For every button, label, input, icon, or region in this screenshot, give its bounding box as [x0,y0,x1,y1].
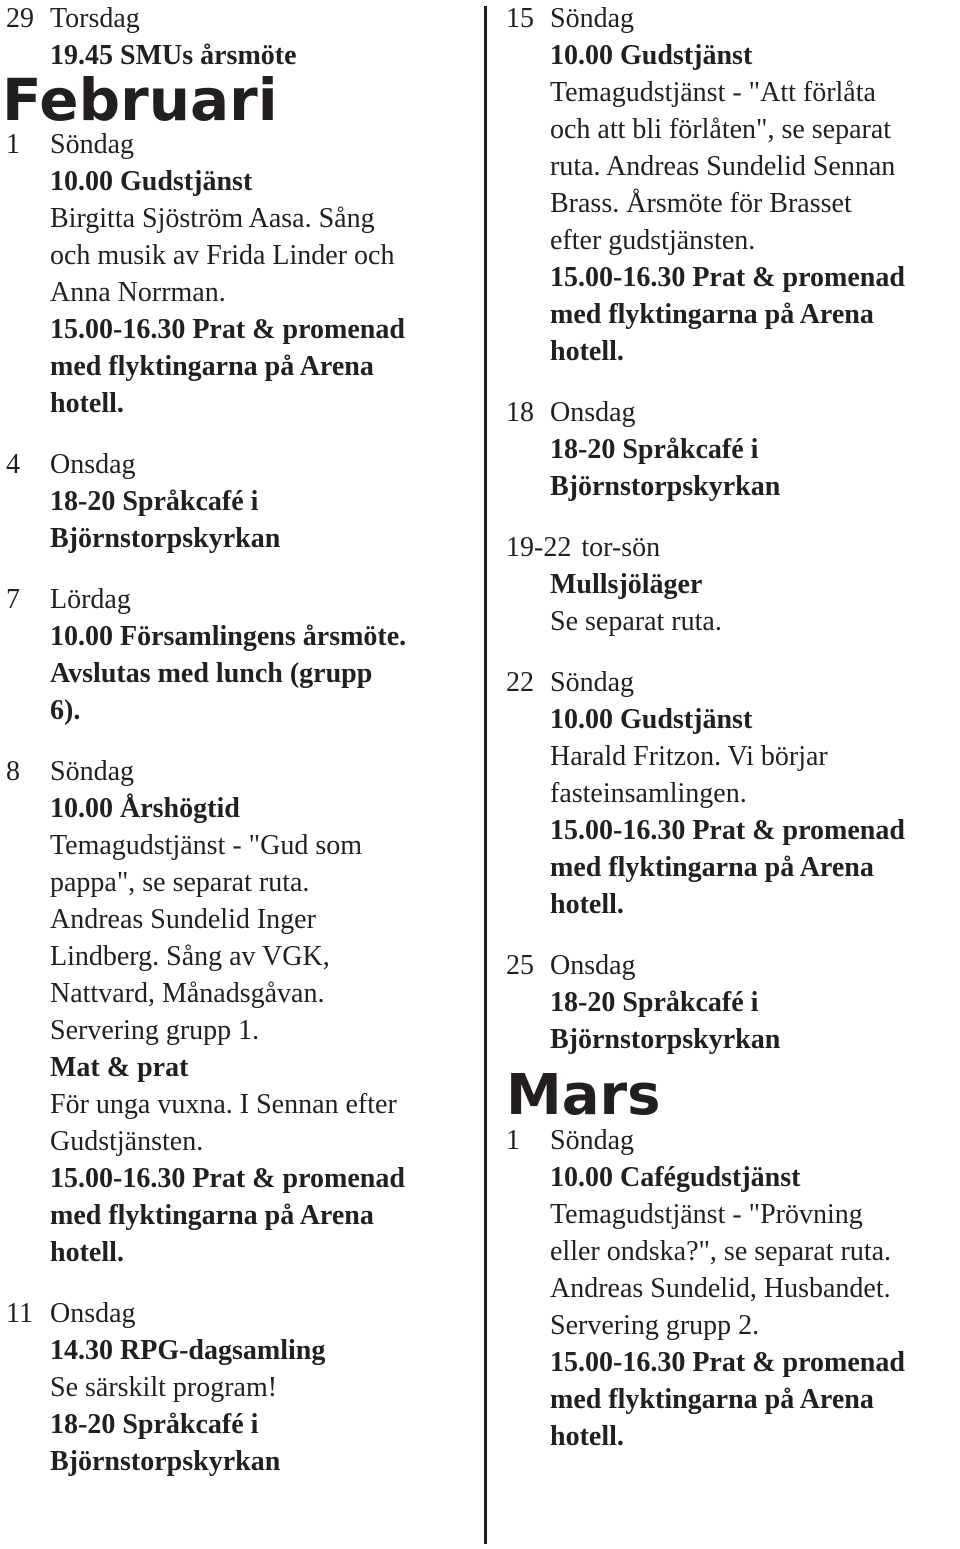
entry-line: 18-20 Språkcafé i [550,987,759,1018]
entry-day: 7 [6,584,20,615]
entry-spacer [506,640,960,664]
entry-line: fasteinsamlingen. [550,778,747,809]
calendar-entry [506,947,960,1058]
entry-line: Björnstorpskyrkan [550,471,781,502]
entry-spacer [6,1271,476,1295]
entry-weekday: Onsdag [550,397,636,428]
entry-header [6,0,476,37]
left-column [2,0,476,1480]
calendar-entry [6,126,476,422]
entry-weekday: Onsdag [50,1298,136,1329]
entry-line: 10.00 Årshögtid [50,793,240,824]
entry-day: 15 [506,3,534,34]
entry-line: Björnstorpskyrkan [50,523,281,554]
entry-day: 11 [6,1298,33,1329]
entry-line: 15.00-16.30 Prat & promenad [50,1163,405,1194]
entry-line: Temagudstjänst - "Prövning [550,1199,863,1230]
entry-line: Harald Fritzon. Vi börjar [550,741,828,772]
entry-day: 1 [506,1125,520,1156]
entry-line: 18-20 Språkcafé i [50,486,259,517]
entry-line: 18-20 Språkcafé i [50,1409,259,1440]
calendar-entry [506,1122,960,1455]
entry-header [506,1122,960,1159]
entry-line: 15.00-16.30 Prat & promenad [550,815,905,846]
entry-day: 25 [506,950,534,981]
entry-line: Se separat ruta. [550,606,722,637]
entry-line: 10.00 Gudstjänst [50,166,253,197]
entry-header [6,581,476,618]
entry-day: 1 [6,129,20,160]
entry-line: Birgitta Sjöström Aasa. Sång [50,203,375,234]
entry-weekday: Söndag [550,667,634,698]
entry-line: Nattvard, Månadsgåvan. [50,978,325,1009]
entry-body [550,984,960,1058]
entry-line: Mullsjöläger [550,569,703,600]
entry-body [50,483,476,557]
calendar-entry [506,529,960,640]
entry-body [50,1332,476,1480]
entry-line: Avslutas med lunch (grupp [50,658,373,689]
entry-line: Andreas Sundelid Inger [50,904,316,935]
entry-line: med flyktingarna på Arena [550,299,874,330]
entry-header [6,753,476,790]
column-divider [484,6,487,1544]
entry-line: hotell. [50,388,124,419]
entry-line: Andreas Sundelid, Husbandet. [550,1273,891,1304]
entry-weekday: Söndag [50,129,134,160]
calendar-entry [506,664,960,923]
entry-line: Temagudstjänst - "Att förlåta [550,77,876,108]
entry-line: och musik av Frida Linder och [50,240,395,271]
entry-spacer [506,505,960,529]
entry-line: 10.00 Församlingens årsmöte. [50,621,407,652]
entry-body [550,1159,960,1455]
entry-line: 15.00-16.30 Prat & promenad [550,1347,905,1378]
entry-line: Björnstorpskyrkan [50,1446,281,1477]
entry-line: 18-20 Språkcafé i [550,434,759,465]
entry-header [506,947,960,984]
entry-line: Björnstorpskyrkan [550,1024,781,1055]
entry-line: Brass. Årsmöte för Brasset [550,188,852,219]
entry-weekday: Onsdag [50,449,136,480]
entry-line: 15.00-16.30 Prat & promenad [50,314,405,345]
calendar-entry [6,0,476,74]
entry-body [550,431,960,505]
entry-spacer [6,557,476,581]
entry-day: 29 [6,3,34,34]
entry-weekday: Söndag [50,756,134,787]
entry-line: Mat & prat [50,1052,189,1083]
entry-day: 18 [506,397,534,428]
entry-weekday: Onsdag [550,950,636,981]
entry-weekday: Torsdag [50,3,140,34]
entry-spacer [506,923,960,947]
entry-line: med flyktingarna på Arena [50,351,374,382]
entry-spacer [506,370,960,394]
entry-body [550,701,960,923]
calendar-entry [6,1295,476,1480]
entry-header [6,1295,476,1332]
entry-weekday: tor-sön [581,532,661,563]
entry-line: Anna Norrman. [50,277,226,308]
entry-line: pappa", se separat ruta. [50,867,310,898]
calendar-entry [506,394,960,505]
entry-day: 19-22 [506,532,572,563]
entry-header [506,529,960,566]
entry-line: efter gudstjänsten. [550,225,756,256]
entry-day: 8 [6,756,20,787]
entry-body [550,566,960,640]
entry-header [6,446,476,483]
entry-line: För unga vuxna. I Sennan efter [50,1089,397,1120]
entry-line: Servering grupp 1. [50,1015,260,1046]
entry-line: 10.00 Gudstjänst [550,40,753,71]
entry-line: Se särskilt program! [50,1372,278,1403]
calendar-entry [6,446,476,557]
entry-weekday: Söndag [550,3,634,34]
entry-line: med flyktingarna på Arena [50,1200,374,1231]
entry-line: 10.00 Cafégudstjänst [550,1162,801,1193]
entry-line: hotell. [550,1421,624,1452]
entry-weekday: Lördag [50,584,131,615]
entry-line: 6). [50,695,81,726]
calendar-entry [506,0,960,370]
entry-line: 14.30 RPG-dagsamling [50,1335,326,1366]
entry-weekday: Söndag [550,1125,634,1156]
right-column [506,0,960,1455]
entry-line: Temagudstjänst - "Gud som [50,830,362,861]
entry-line: 19.45 SMUs årsmöte [50,40,297,71]
entry-spacer [6,729,476,753]
entry-line: 15.00-16.30 Prat & promenad [550,262,905,293]
entry-header [506,664,960,701]
calendar-entry [6,753,476,1271]
month-heading-mars: Mars [506,1063,661,1128]
entry-line: med flyktingarna på Arena [550,852,874,883]
entry-line: hotell. [550,336,624,367]
entry-day: 4 [6,449,20,480]
entry-line: 10.00 Gudstjänst [550,704,753,735]
entry-body [550,37,960,370]
entry-line: eller ondska?", se separat ruta. [550,1236,892,1267]
entry-line: och att bli förlåten", se separat [550,114,892,145]
entry-body [50,790,476,1271]
entry-header [506,0,960,37]
entry-day: 22 [506,667,534,698]
entry-line: med flyktingarna på Arena [550,1384,874,1415]
calendar-entry [6,581,476,729]
entry-line: Servering grupp 2. [550,1310,760,1341]
entry-line: Lindberg. Sång av VGK, [50,941,330,972]
entry-line: ruta. Andreas Sundelid Sennan [550,151,896,182]
entry-line: Gudstjänsten. [50,1126,204,1157]
month-heading-februari: Februari [2,66,278,134]
entry-header [506,394,960,431]
entry-line: hotell. [550,889,624,920]
entry-body [50,163,476,422]
entry-line: hotell. [50,1237,124,1268]
entry-body [50,618,476,729]
entry-spacer [6,422,476,446]
